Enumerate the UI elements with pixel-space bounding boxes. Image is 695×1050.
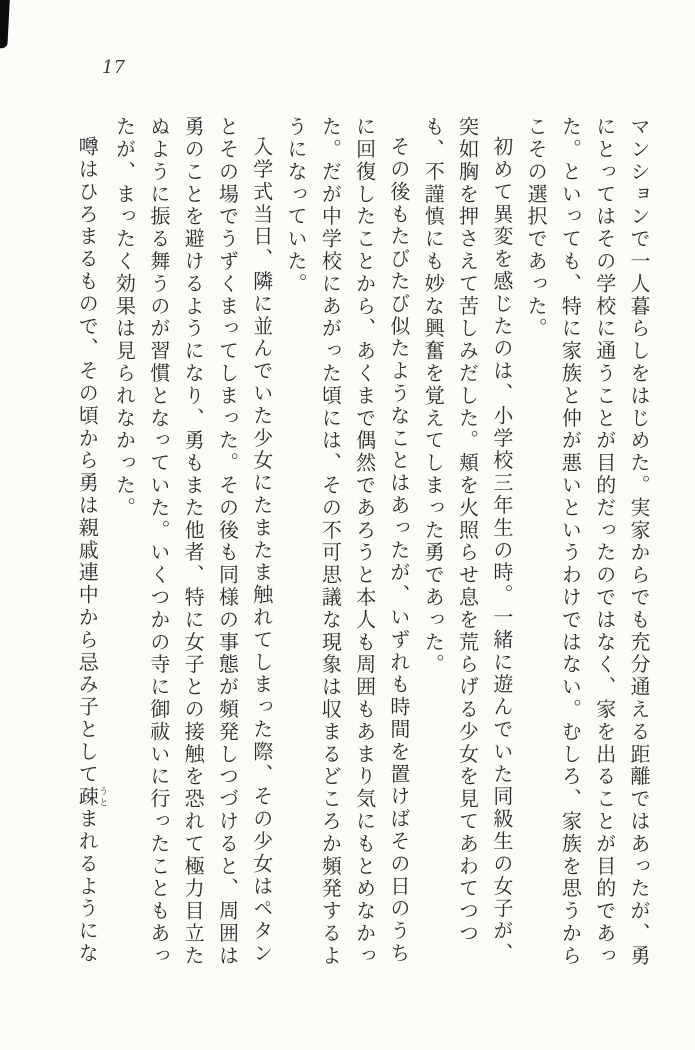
ruby-annotation: 疎うと: [75, 785, 108, 809]
text-block: [73, 116, 656, 968]
page-number: 17: [102, 57, 125, 78]
paragraph: マンションで一人暮らしをはじめた。実家からでも充分通える距離ではあったが、勇にとってはその学校に通うことが目的だったのではなく、家を出ることが目的であった。といっても、特に家族と仲が悪いというわけではない。むしろ、家族を思うからこその選択であった。: [524, 116, 651, 968]
paragraph: 入学式当日、隣に並んでいた少女にたまたま触れてしまった際、その少女はペタンとその場でうずくまってしまった。その後も同様の事態が頻発しつづけると、周囲は勇のことを避けるようになり、勇もまた他者、特に女子との接触を恐れて極力目立たぬように振る舞うのが習慣となっていた。いくつかの寺に御祓いに行ったこともあったが、まったく効果は見られなかった。: [112, 116, 274, 968]
paragraph: その後もたびたび似たようなことはあったが、いずれも時間を置けばその日のうちに回復したことから、あくまで偶然であろうと本人も周囲もあまり気にもとめなかった。だが中学校にあがった頃には、その不可思議な現象は収まるどころか頻発するようになっていた。: [284, 116, 411, 968]
paragraph: 初めて異変を感じたのは、小学校三年生の時。一緒に遊んでいた同級生の女子が、突如胸を押さえて苦しみだした。頬を火照らせ息を荒らげる少女を見てあわてつつも、不謹慎にも妙な興奮を覚えてしまった勇であった。: [421, 116, 514, 965]
scan-edge-artifact: [0, 0, 10, 49]
paragraph: 噂はひろまるもので、その頃から勇は親戚連中から忌み子として疎うとまれるようにな: [75, 136, 108, 965]
